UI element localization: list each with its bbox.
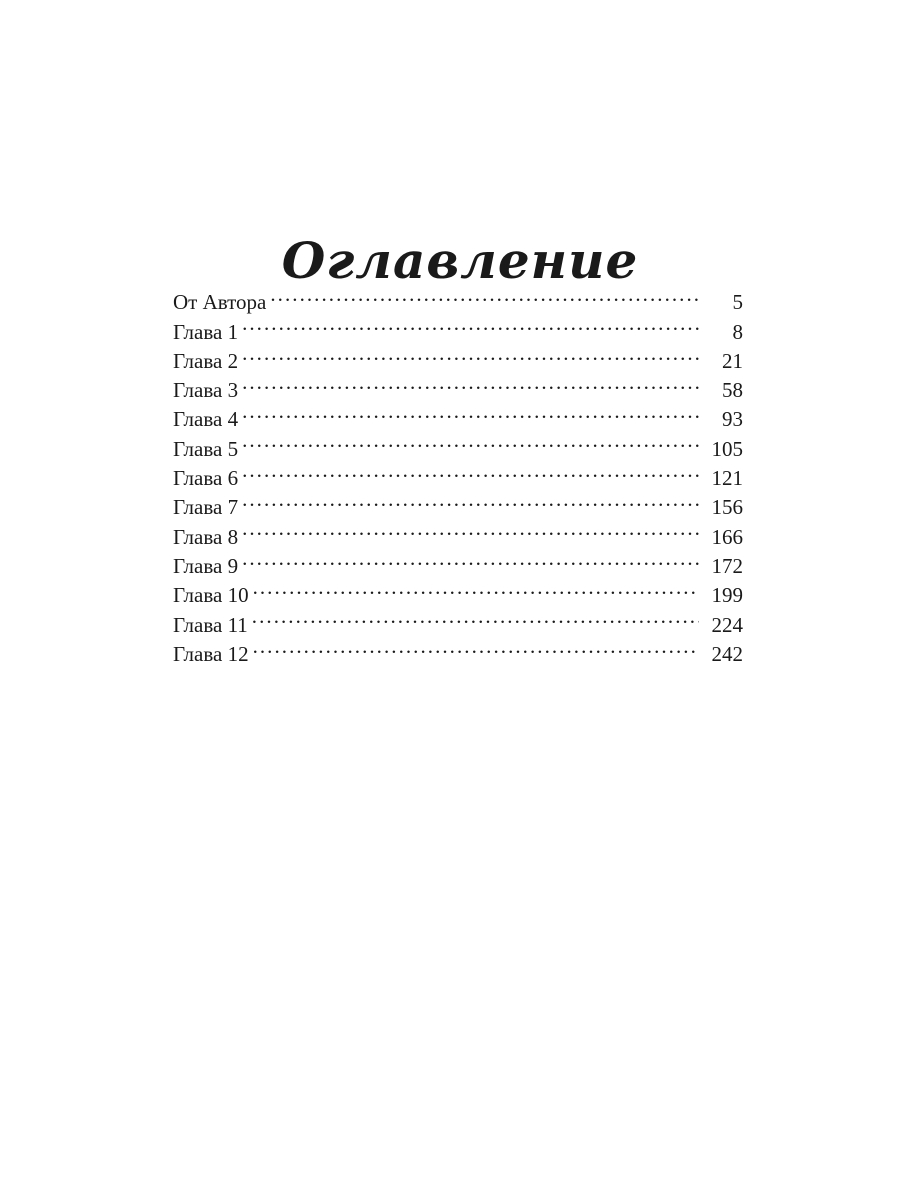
toc-entry-label: Глава 9 [173, 553, 239, 578]
toc-entry-label: Глава 10 [173, 583, 249, 608]
dot-leader [242, 339, 699, 368]
toc-entry-page: 172 [711, 553, 743, 578]
dot-leader [242, 397, 699, 426]
toc-entry-label: Глава 7 [173, 495, 239, 520]
toc-entry-page: 199 [711, 583, 743, 608]
toc-entry[interactable] [173, 426, 743, 461]
toc-entry-label: Глава 12 [173, 641, 249, 666]
toc-entry-page: 58 [722, 378, 743, 403]
toc-entry[interactable] [173, 514, 743, 549]
toc-entry-label: Глава 2 [173, 348, 239, 373]
toc-entry-page: 242 [711, 641, 743, 666]
dot-leader [270, 280, 699, 309]
toc-entry-page: 224 [711, 612, 743, 637]
toc-entry-label: Глава 1 [173, 319, 239, 344]
toc-entry-page: 121 [711, 466, 743, 491]
toc-entry-page: 8 [732, 319, 743, 344]
dot-leader [242, 456, 699, 485]
toc-entry-label: Глава 11 [173, 612, 248, 637]
toc-entry[interactable] [173, 397, 743, 432]
dot-leader [252, 602, 699, 631]
toc-entry-page: 105 [711, 436, 743, 461]
toc-entry-page: 166 [711, 524, 743, 549]
dot-leader [242, 426, 699, 455]
toc-entry[interactable] [173, 485, 743, 520]
toc-entry-label: Глава 5 [173, 436, 239, 461]
dot-leader [242, 485, 699, 514]
toc-entry[interactable] [173, 573, 743, 608]
dot-leader [242, 309, 699, 338]
toc-entry-page: 5 [732, 290, 743, 315]
page-title: Оглавление [281, 230, 639, 290]
toc-entry-label: Глава 3 [173, 378, 239, 403]
dot-leader [242, 368, 699, 397]
dot-leader [253, 573, 699, 602]
table-of-contents [173, 280, 743, 666]
toc-entry-page: 93 [722, 407, 743, 432]
toc-entry[interactable] [173, 632, 743, 666]
toc-entry[interactable] [173, 368, 743, 403]
dot-leader [242, 544, 699, 573]
toc-entry-label: Глава 6 [173, 466, 239, 491]
dot-leader [253, 632, 699, 661]
toc-entry-label: Глава 4 [173, 407, 239, 432]
toc-entry[interactable] [173, 309, 743, 344]
toc-entry[interactable] [173, 339, 743, 373]
toc-entry-page: 21 [722, 348, 743, 373]
toc-entry[interactable] [173, 456, 743, 491]
toc-entry-label: Глава 8 [173, 524, 239, 549]
toc-entry[interactable] [173, 602, 743, 637]
toc-entry-label: От Автора [173, 290, 267, 315]
toc-entry-page: 156 [711, 495, 743, 520]
toc-entry[interactable] [173, 544, 743, 578]
toc-entry[interactable] [173, 280, 743, 315]
dot-leader [242, 514, 699, 543]
